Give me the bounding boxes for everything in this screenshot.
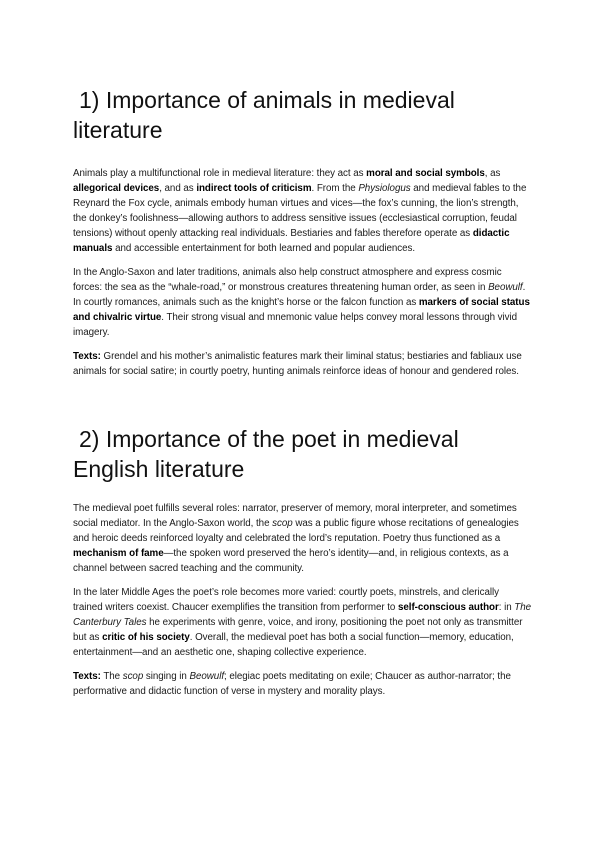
italic-title: Beowulf bbox=[488, 282, 523, 293]
section-heading bbox=[73, 424, 531, 484]
bold-phrase: indirect tools of criticism bbox=[196, 183, 312, 194]
bold-phrase: critic of his society bbox=[102, 632, 190, 643]
text-run: . Overall, the medieval poet has both a social function—memory, education, entertainment—and an aesthetic one, shaping collective experience. bbox=[73, 632, 514, 658]
text-run: . In courtly romances, animals such as the knight’s horse or the falcon function as bbox=[73, 282, 526, 308]
bold-phrase: markers of social status and chivalric virtue bbox=[73, 297, 530, 323]
text-run: Animals play a multifunctional role in medieval literature: they act as bbox=[73, 168, 367, 179]
bold-phrase: self-conscious author bbox=[397, 602, 499, 613]
bold-phrase: mechanism of fame bbox=[73, 548, 164, 559]
italic-title: Physiologus bbox=[358, 183, 411, 194]
section-heading-text: 2) Importance of the poet in medieval English literature bbox=[73, 426, 459, 482]
text-run: . Their strong visual and mnemonic value helps convey moral lessons through vivid imagery. bbox=[73, 312, 518, 338]
text-run: In the Anglo-Saxon and later traditions, animals also help construct atmosphere and express cosmic forces: the sea as the “whale-road,” or monstrous creatures threatening human order, as seen in bbox=[73, 267, 502, 293]
italic-term: scop bbox=[122, 671, 144, 682]
text-run: he experiments with genre, voice, and irony, positioning the poet not only as transmitter but as bbox=[73, 617, 523, 643]
text-run: In the later Middle Ages the poet’s role becomes more varied: courtly poets, minstrels, and clerically trained writers coexist. Chaucer exemplifies the transition from performer to bbox=[73, 587, 499, 613]
section-heading-text: 1) Importance of animals in medieval literature bbox=[73, 87, 455, 143]
text-run: and accessible entertainment for both learned and popular audiences. bbox=[112, 243, 416, 254]
text-run: —the spoken word preserved the hero’s identity—and, in religious contexts, as a channel between sacred teaching and the community. bbox=[73, 548, 509, 574]
section-poet bbox=[73, 424, 531, 699]
texts-paragraph bbox=[73, 349, 531, 379]
paragraph bbox=[73, 166, 531, 256]
italic-title: Beowulf bbox=[189, 671, 224, 682]
bold-phrase: allegorical devices bbox=[73, 183, 160, 194]
paragraph bbox=[73, 265, 531, 340]
text-run: was a public figure whose recitations of genealogies and heroic deeds reinforced loyalty and celebrated the lord’s reputation. Poetry thus functioned as a bbox=[73, 518, 519, 544]
texts-paragraph bbox=[73, 669, 531, 699]
text-run: . From the bbox=[311, 183, 359, 194]
text-run: Grendel and his mother’s animalistic features mark their liminal status; bestiaries and fabliaux use animals for social satire; in courtly poetry, hunting animals reinforce ideas of honour and gendered roles. bbox=[73, 351, 522, 377]
text-run: : in bbox=[498, 602, 515, 613]
text-run: and medieval fables to the Reynard the Fox cycle, animals embody human virtues and vices—the fox’s cunning, the lion’s strength, the donkey’s foolishness—allowing authors to address sensitive issues (ecclesiastical corruption, feudal tensions) without openly attacking real individuals. Bestiaries and fables therefore operate as bbox=[73, 183, 527, 239]
text-run: , and as bbox=[159, 183, 197, 194]
text-run: ; elegiac poets meditating on exile; Chaucer as author-narrator; the performative and didactic function of verse in mystery and morality plays. bbox=[73, 671, 511, 697]
bold-phrase: didactic manuals bbox=[73, 228, 510, 254]
paragraph bbox=[73, 501, 531, 576]
section-heading bbox=[73, 85, 531, 145]
italic-title: The Canterbury Tales bbox=[73, 602, 531, 628]
italic-term: scop bbox=[272, 518, 293, 529]
text-run: The medieval poet fulfills several roles: narrator, preserver of memory, moral interpreter, and sometimes social mediator. In the Anglo-Saxon world, the bbox=[73, 503, 517, 529]
bold-phrase: moral and social symbols bbox=[366, 168, 485, 179]
text-run: singing in bbox=[143, 671, 190, 682]
text-run: The bbox=[100, 671, 123, 682]
paragraph bbox=[73, 585, 531, 660]
texts-label: Texts: bbox=[73, 671, 101, 682]
text-run: , as bbox=[484, 168, 501, 179]
section-animals bbox=[73, 85, 531, 379]
texts-label: Texts: bbox=[73, 351, 101, 362]
